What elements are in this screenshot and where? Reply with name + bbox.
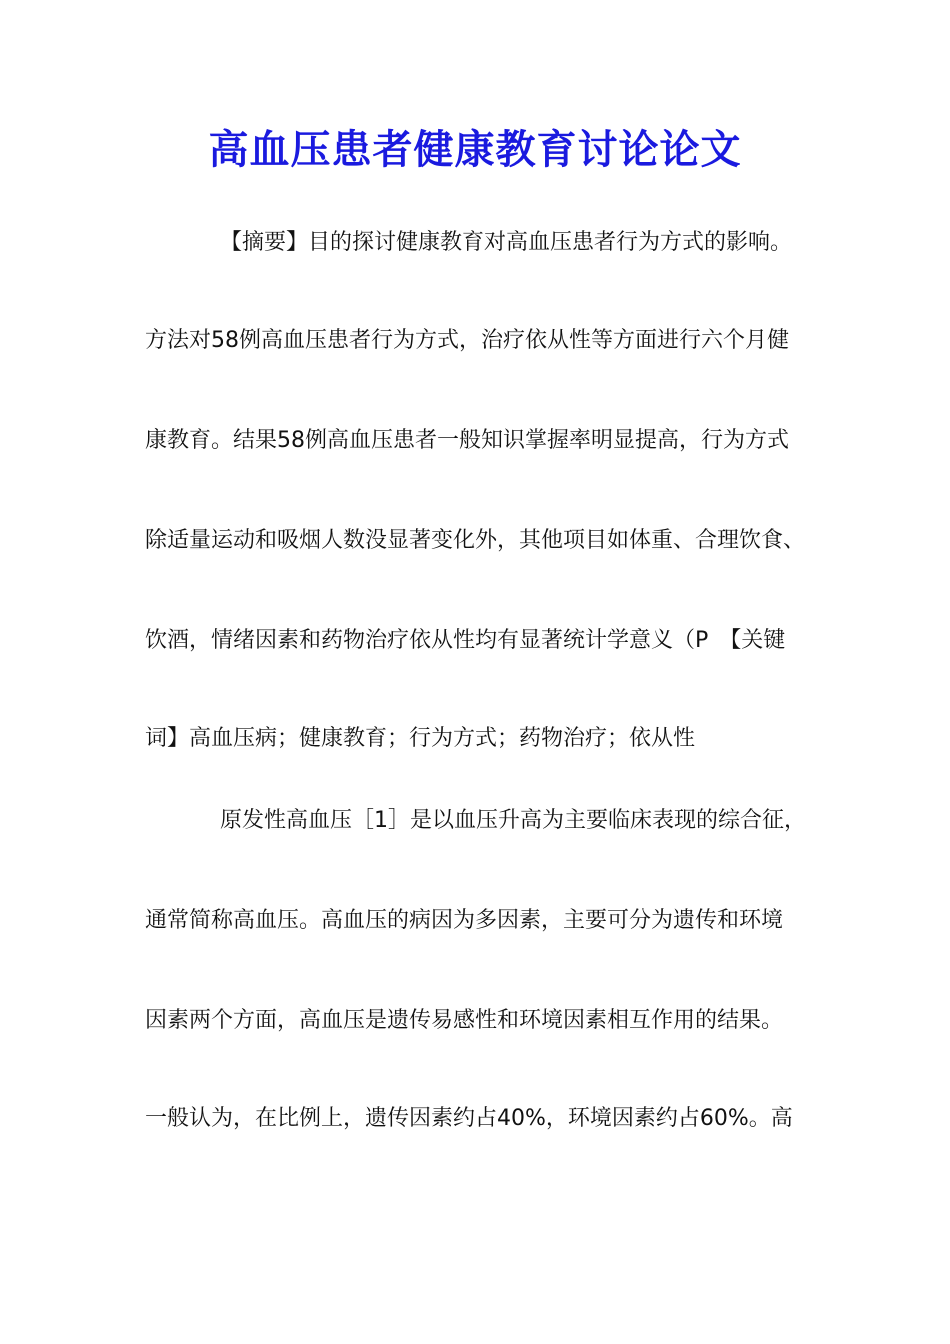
abstract-line: 康教育。结果58例高血压患者一般知识掌握率明显提高，行为方式 xyxy=(145,428,789,453)
abstract-line: 【摘要】目的探讨健康教育对高血压患者行为方式的影响。 xyxy=(220,230,793,255)
abstract-line: 饮酒，情绪因素和药物治疗依从性均有显著统计学意义（P 【关键 xyxy=(145,628,786,653)
body-line: 通常简称高血压。高血压的病因为多因素，主要可分为遗传和环境 xyxy=(145,908,784,933)
body-line: 一般认为，在比例上，遗传因素约占40%，环境因素约占60%。高 xyxy=(145,1106,793,1131)
abstract-line: 除适量运动和吸烟人数没显著变化外，其他项目如体重、合理饮食、 xyxy=(145,528,806,553)
document-title: 高血压患者健康教育讨论论文 xyxy=(208,126,742,173)
abstract-line: 词】高血压病；健康教育；行为方式；药物治疗；依从性 xyxy=(145,726,696,751)
abstract-line: 方法对58例高血压患者行为方式，治疗依从性等方面进行六个月健 xyxy=(145,328,789,353)
body-line: 因素两个方面，高血压是遗传易感性和环境因素相互作用的结果。 xyxy=(145,1008,784,1033)
body-line: 原发性高血压［1］是以血压升高为主要临床表现的综合征， xyxy=(220,808,806,833)
